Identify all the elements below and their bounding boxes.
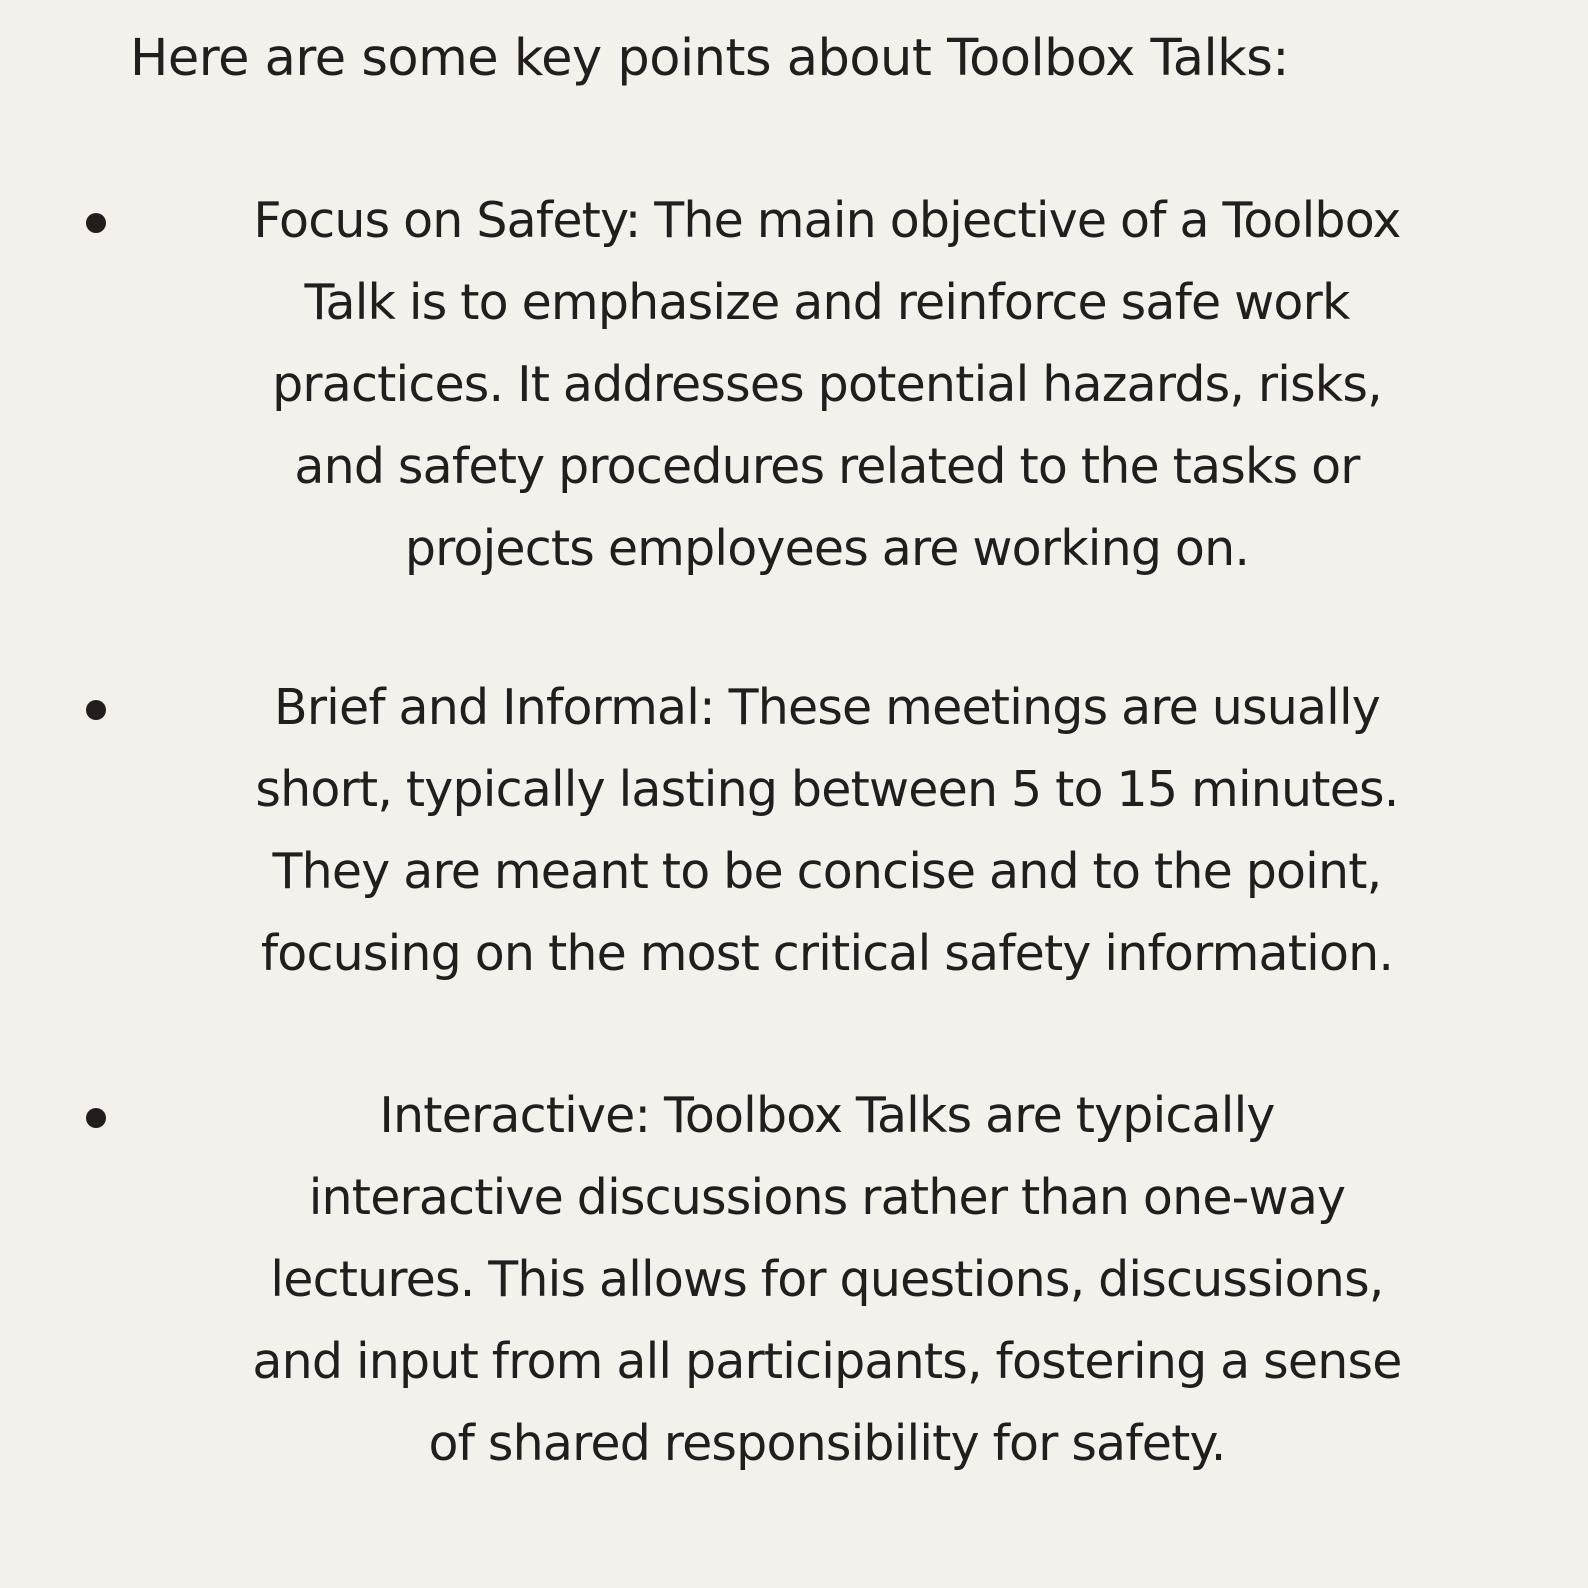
text-line: projects employees are working on. [404,520,1250,577]
bullet-text [146,667,1508,995]
bullet-icon [86,1108,106,1128]
text-line: interactive discussions rather than one-way [308,1169,1346,1226]
text-line: practices. It addresses potential hazards, risks, [272,356,1382,413]
text-line: focusing on the most critical safety information. [260,925,1394,982]
intro-heading: Here are some key points about Toolbox Talks: [130,29,1289,88]
text-line: and input from all participants, fostering a sense [252,1333,1402,1390]
bullet-icon [86,700,106,720]
text-line: Focus on Safety: The main objective of a Toolbox [253,192,1401,249]
bullet-text [146,1075,1508,1485]
text-line: Talk is to emphasize and reinforce safe work [304,274,1350,331]
text-line: They are meant to be concise and to the point, [272,843,1382,900]
bullet-icon [86,213,106,233]
bullet-text [146,180,1508,590]
text-line: and safety procedures related to the tasks or [294,438,1360,495]
text-line: Interactive: Toolbox Talks are typically [379,1087,1275,1144]
text-line: Brief and Informal: These meetings are usually [274,679,1380,736]
text-line: of shared responsibility for safety. [428,1415,1226,1472]
text-line: short, typically lasting between 5 to 15 minutes. [255,761,1399,818]
text-line: lectures. This allows for questions, discussions, [270,1251,1384,1308]
